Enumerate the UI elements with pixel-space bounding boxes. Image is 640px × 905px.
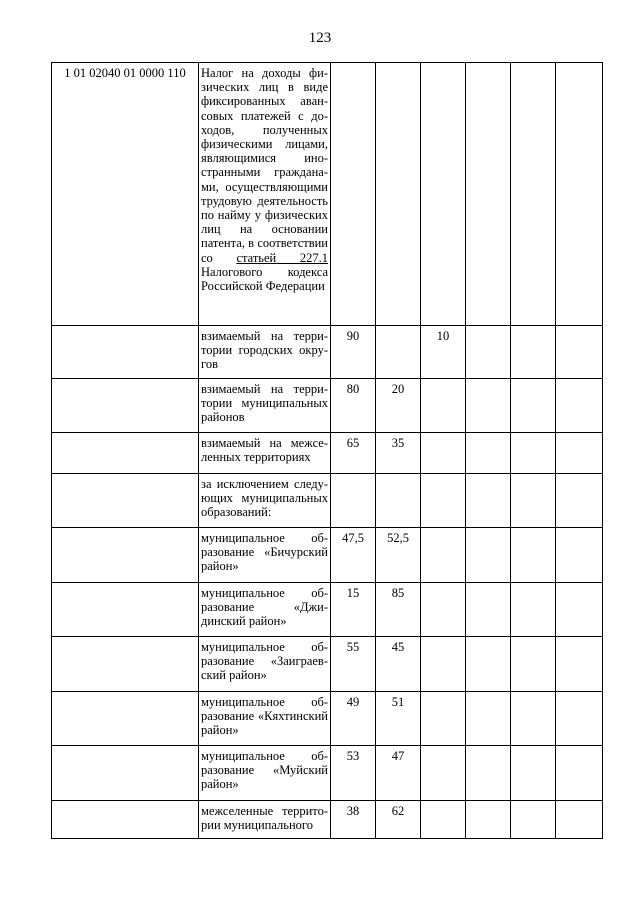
share-value: 62: [376, 801, 421, 839]
share-value: [376, 474, 421, 528]
share-value: 80: [331, 379, 376, 433]
share-value: [466, 379, 511, 433]
share-value: [421, 583, 466, 637]
share-value: [331, 474, 376, 528]
row-name: муниципальное образование «Бичурский район»: [199, 528, 331, 583]
share-value: [511, 692, 556, 746]
share-value: [556, 379, 603, 433]
table-cell: [52, 692, 199, 746]
table-cell: [52, 583, 199, 637]
share-value: [466, 326, 511, 379]
share-value: 47,5: [331, 528, 376, 583]
page-number: 123: [308, 30, 332, 46]
share-value: [556, 692, 603, 746]
row-name: муниципальное образование «Джидинский район»: [199, 583, 331, 637]
share-value: 52,5: [376, 528, 421, 583]
share-value: [421, 379, 466, 433]
table-row: [52, 692, 603, 746]
share-value: [511, 583, 556, 637]
row-name: взимаемый на межселенных территориях: [199, 433, 331, 474]
share-value: [421, 433, 466, 474]
share-value: 20: [376, 379, 421, 433]
table-cell: [52, 474, 199, 528]
share-value: [466, 433, 511, 474]
share-value: [421, 746, 466, 801]
row-name: межселенные территории муниципального: [199, 801, 331, 839]
table-cell: [52, 637, 199, 692]
row-name: муниципальное образование «Муйский район»: [199, 746, 331, 801]
share-value: [421, 528, 466, 583]
table-cell: [511, 63, 556, 326]
share-value: [556, 326, 603, 379]
share-value: 15: [331, 583, 376, 637]
share-value: [511, 474, 556, 528]
share-value: [511, 801, 556, 839]
revenue-name-part-3: Налогового кодекса Российской Федерации: [201, 264, 328, 294]
table-row: [52, 746, 603, 801]
share-value: [466, 583, 511, 637]
row-name: за исключением следующих муниципальных образований:: [199, 474, 331, 528]
share-value: [421, 637, 466, 692]
table-row: [52, 801, 603, 839]
table-cell: [376, 63, 421, 326]
share-value: 49: [331, 692, 376, 746]
share-value: 47: [376, 746, 421, 801]
table-row: [52, 326, 603, 379]
table-cell: [421, 63, 466, 326]
share-value: 55: [331, 637, 376, 692]
share-value: 65: [331, 433, 376, 474]
table-cell: [52, 528, 199, 583]
share-value: [556, 801, 603, 839]
share-value: [421, 801, 466, 839]
share-value: [466, 474, 511, 528]
table-cell: [52, 379, 199, 433]
share-value: [511, 326, 556, 379]
share-value: [466, 746, 511, 801]
share-value: [466, 692, 511, 746]
share-value: [421, 474, 466, 528]
share-value: [556, 637, 603, 692]
table-cell: [466, 63, 511, 326]
share-value: [511, 379, 556, 433]
share-value: 45: [376, 637, 421, 692]
table-cell: [556, 63, 603, 326]
share-value: [556, 528, 603, 583]
revenue-distribution-table: [51, 62, 603, 839]
share-value: [556, 474, 603, 528]
share-value: [556, 433, 603, 474]
share-value: [556, 746, 603, 801]
share-value: [511, 637, 556, 692]
share-value: [511, 528, 556, 583]
revenue-name-part-1: Налог на доходы физических лиц в виде фиксированных авансовых платежей с доходов, полученных физическими лицами, являющимися иностранными гражданами, осуществляющими трудовую деятельность по найму у физических лиц на основании патента, в соответствии со: [201, 66, 328, 265]
share-value: 35: [376, 433, 421, 474]
table-row: [52, 433, 603, 474]
table-row: [52, 379, 603, 433]
share-value: 53: [331, 746, 376, 801]
row-name: взимаемый на территории муниципальных районов: [199, 379, 331, 433]
revenue-name: [199, 63, 331, 326]
row-name: муниципальное образование «Заиграевский район»: [199, 637, 331, 692]
share-value: 90: [331, 326, 376, 379]
share-value: [511, 746, 556, 801]
budget-code: 1 01 02040 01 0000 110: [52, 63, 199, 326]
table-row-main: [52, 63, 603, 326]
table-cell: [52, 746, 199, 801]
row-name: взимаемый на территории городских округов: [199, 326, 331, 379]
share-value: [466, 528, 511, 583]
share-value: [511, 433, 556, 474]
share-value: [376, 326, 421, 379]
table-cell: [331, 63, 376, 326]
table-row: [52, 637, 603, 692]
row-name: муниципальное образование «Кяхтинский район»: [199, 692, 331, 746]
share-value: 38: [331, 801, 376, 839]
share-value: 85: [376, 583, 421, 637]
table-cell: [52, 433, 199, 474]
share-value: [466, 637, 511, 692]
share-value: 51: [376, 692, 421, 746]
table-cell: [52, 326, 199, 379]
share-value: [556, 583, 603, 637]
table-row: [52, 474, 603, 528]
table-cell: [52, 801, 199, 839]
table-row: [52, 583, 603, 637]
share-value: [421, 692, 466, 746]
share-value: 10: [421, 326, 466, 379]
table-row: [52, 528, 603, 583]
tax-code-article-link[interactable]: статьей 227.1: [236, 250, 328, 265]
share-value: [466, 801, 511, 839]
